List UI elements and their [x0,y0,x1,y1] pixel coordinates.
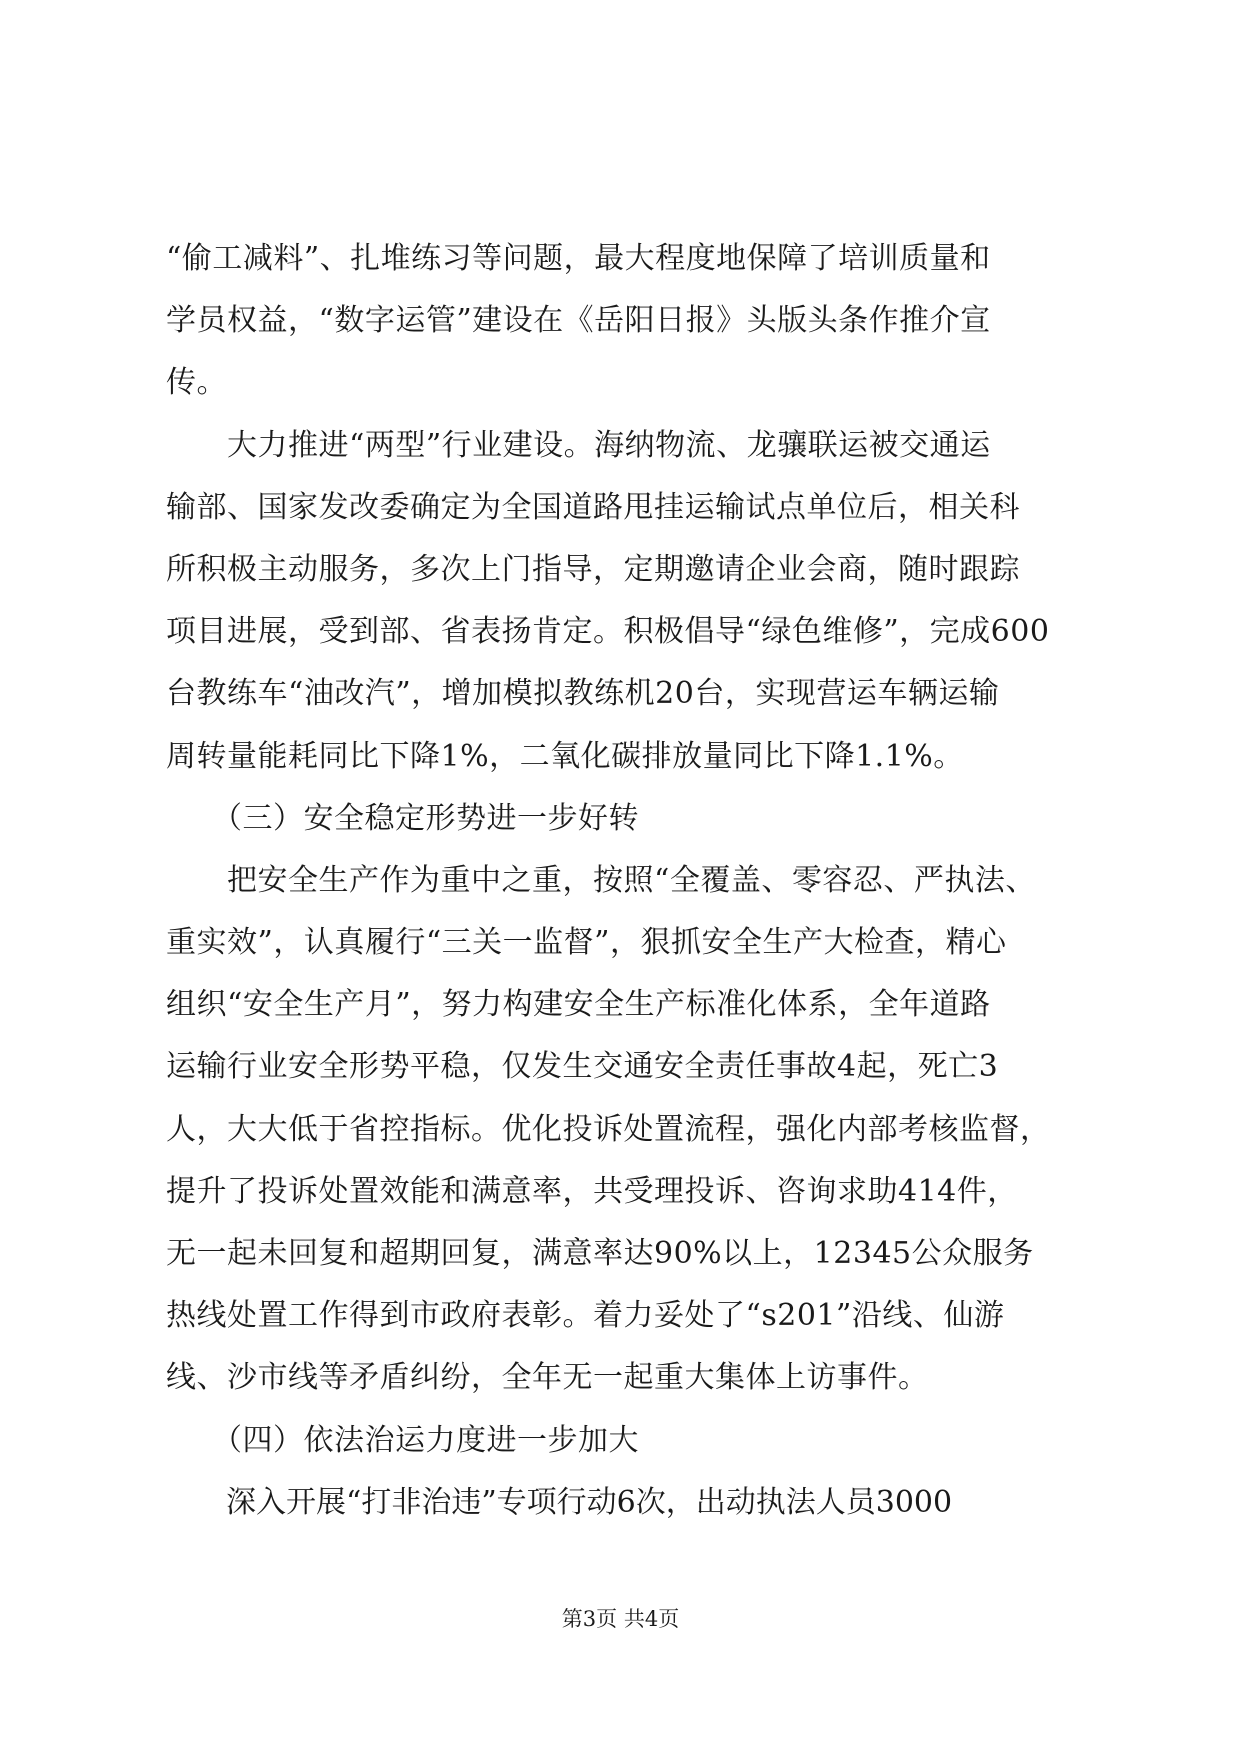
text-line: 热线处置工作得到市政府表彰。着力妥处了“s201”沿线、仙游 [166,1298,1005,1334]
text-line: 传。 [166,365,227,401]
text-line: 学员权益，“数字运管”建设在《岳阳日报》头版头条作推介宣 [166,303,991,339]
text-line: 无一起未回复和超期回复，满意率达90%以上，12345公众服务 [166,1236,1034,1271]
text-line: 提升了投诉处置效能和满意率，共受理投诉、咨询求助414件， [166,1173,1018,1209]
text-line: 台教练车“油改汽”，增加模拟教练机20台，实现营运车辆运输 [166,676,1000,712]
text-line: “偷工减料”、扎堆练习等问题，最大程度地保障了培训质量和 [166,241,991,276]
text-line: 周转量能耗同比下降1%，二氧化碳排放量同比下降1.1%。 [166,738,964,774]
text-line: 把安全生产作为重中之重，按照“全覆盖、零容忍、严执法、 [166,862,1036,898]
text-line: 所积极主动服务，多次上门指导，定期邀请企业会商，随时跟踪 [166,551,1020,587]
page-footer [0,1604,1241,1634]
text-line: 线、沙市线等矛盾纠纷，全年无一起重大集体上访事件。 [166,1360,929,1396]
text-line: 项目进展，受到部、省表扬肯定。积极倡导“绿色维修”，完成600 [166,614,1050,650]
page-indicator: 第3页 共4页 [561,1607,680,1631]
text-line: 重实效”，认真履行“三关一监督”，狠抓安全生产大检查，精心 [166,925,1007,961]
text-line: 人，大大低于省控指标。优化投诉处置流程，强化内部考核监督， [166,1111,1051,1147]
section-heading-4: （四）依法治运力度进一步加大 [166,1422,639,1458]
text-line: 深入开展“打非治违”专项行动6次，出动执法人员3000 [166,1484,953,1520]
text-line: 运输行业安全形势平稳，仅发生交通安全责任事故4起，死亡3 [166,1049,999,1085]
text-line: 输部、国家发改委确定为全国道路甩挂运输试点单位后，相关科 [166,489,1020,525]
text-line: 大力推进“两型”行业建设。海纳物流、龙骧联运被交通运 [166,427,991,463]
body-text [166,228,1086,1534]
text-line: 组织“安全生产月”，努力构建安全生产标准化体系，全年道路 [166,987,991,1023]
section-heading-3: （三）安全稳定形势进一步好转 [166,800,639,836]
